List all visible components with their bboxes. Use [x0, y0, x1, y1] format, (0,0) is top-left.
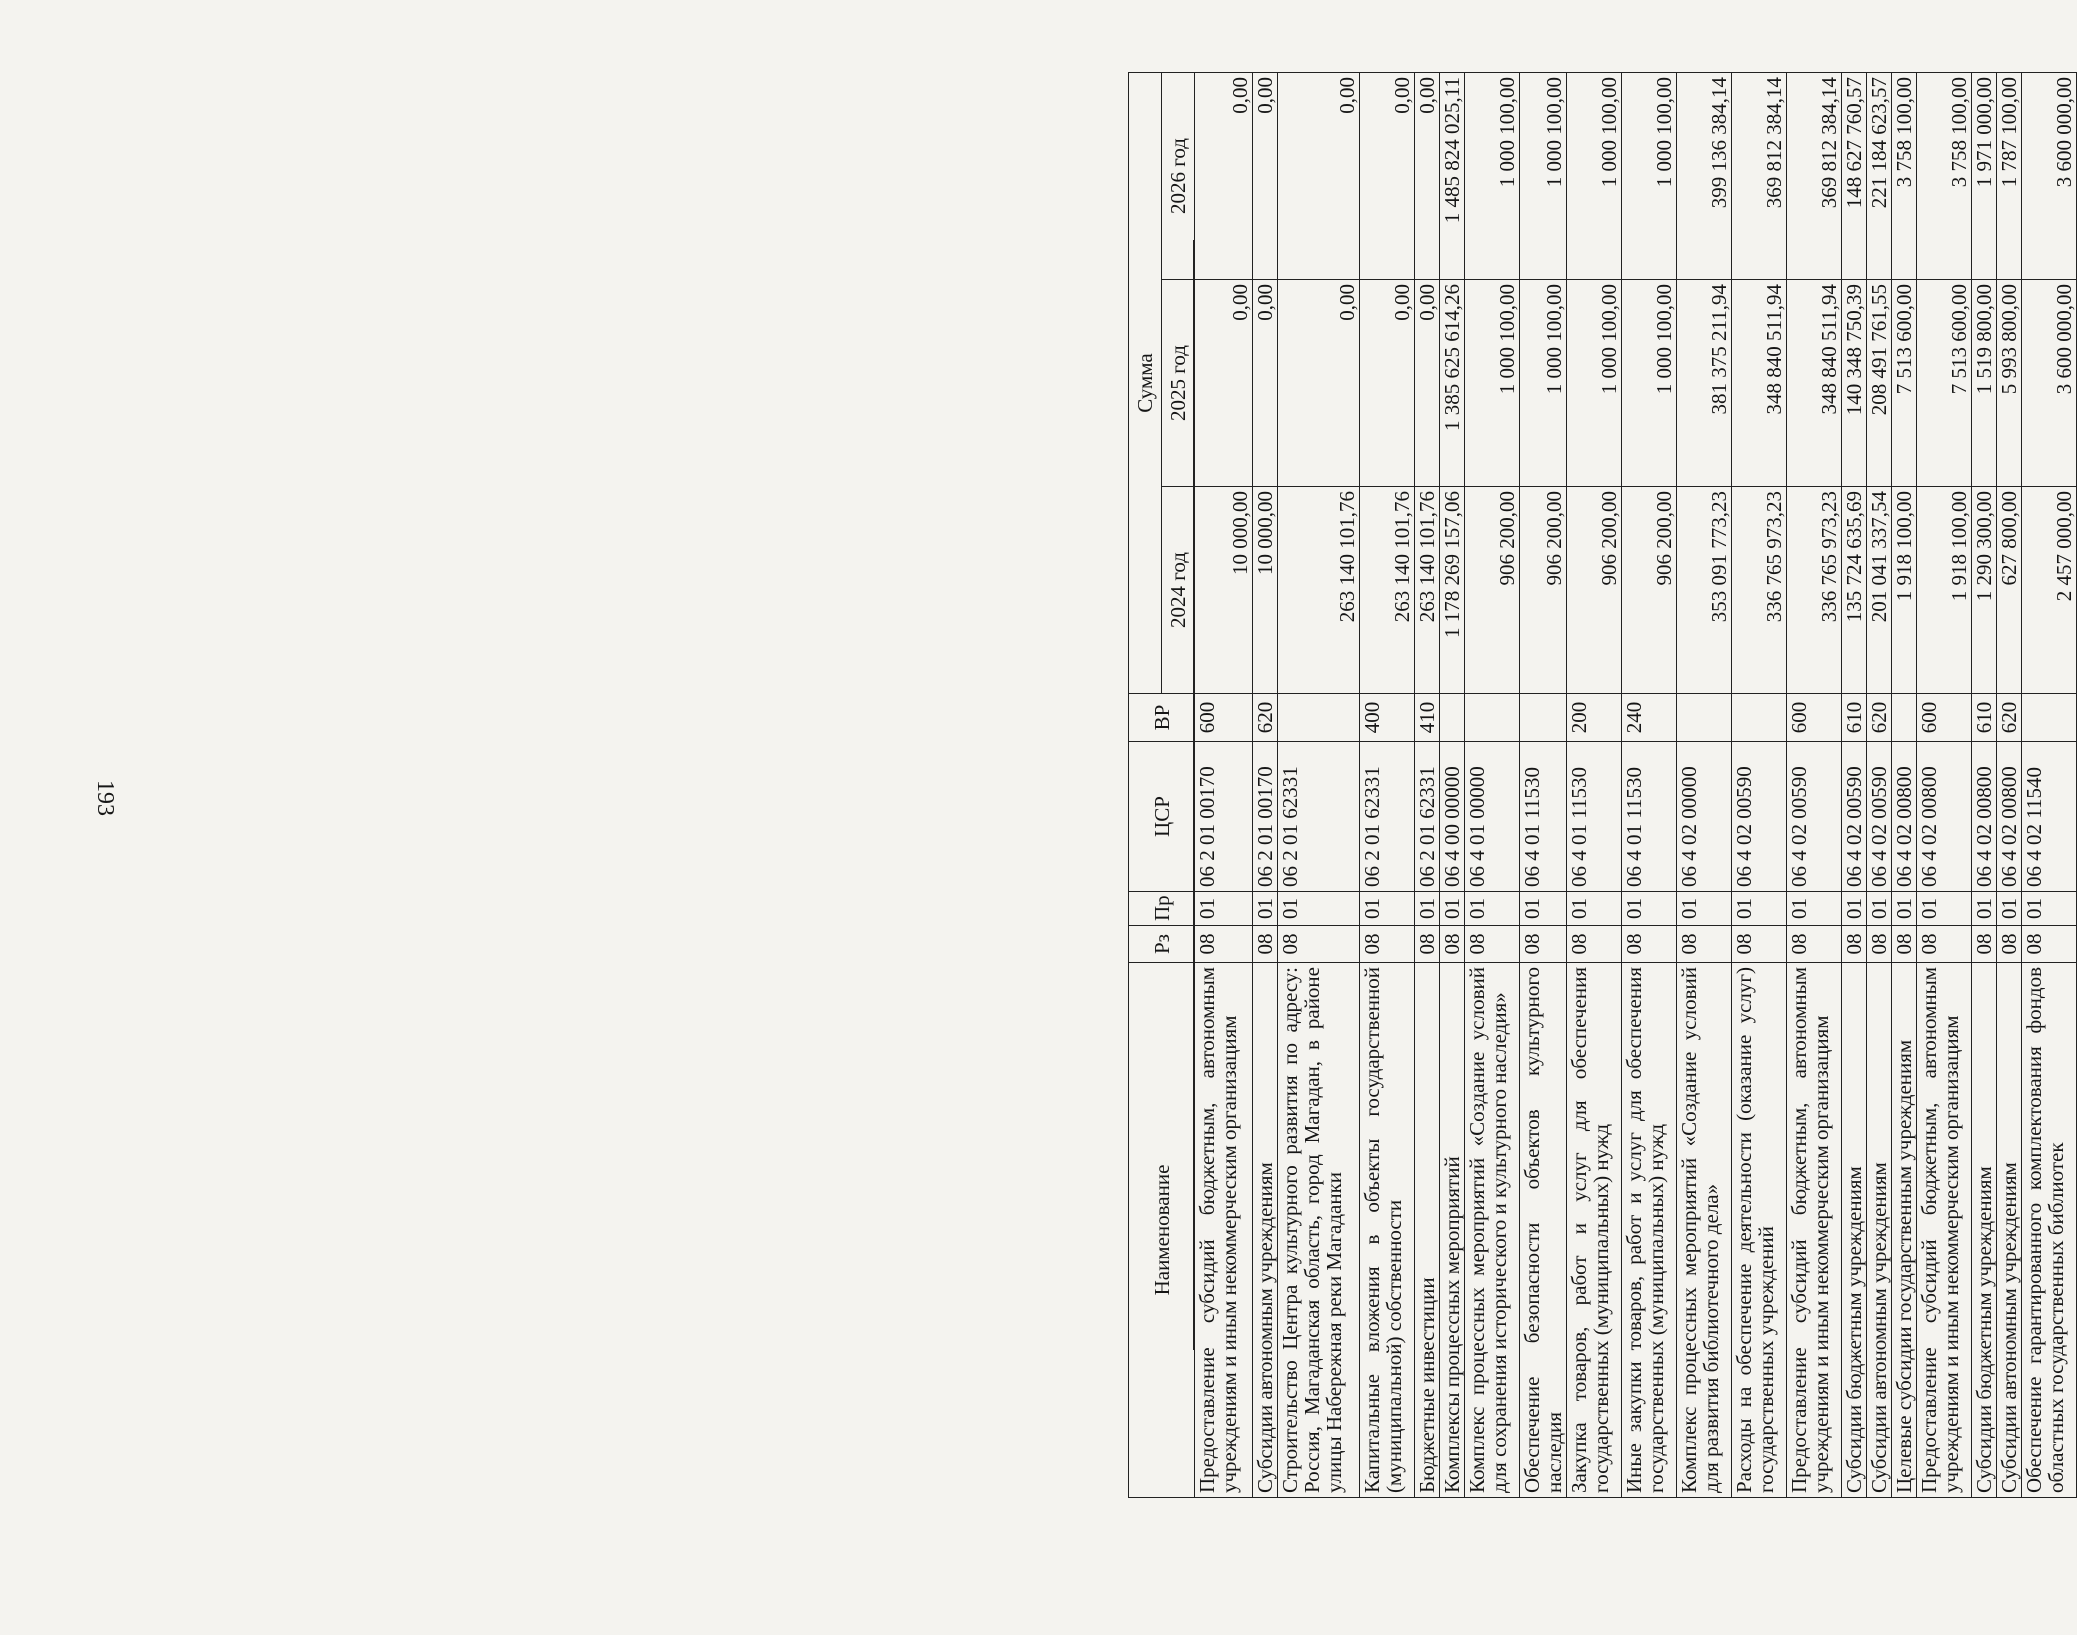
row-sum-2026: 148 627 760,57 [1842, 72, 1867, 279]
table-row [1253, 72, 1278, 1497]
row-csr: 06 4 02 00800 [1972, 742, 1997, 892]
row-vr [1440, 694, 1465, 742]
row-vr: 240 [1622, 694, 1677, 742]
header-vr: ВР [1129, 694, 1195, 742]
row-rz: 08 [1972, 926, 1997, 963]
row-csr: 06 4 02 00800 [1917, 742, 1972, 892]
row-name: Субсидии автономным учреждениям [1253, 963, 1278, 1498]
row-pr: 01 [1622, 892, 1677, 926]
row-rz: 08 [1677, 926, 1732, 963]
row-sum-2024: 201 041 337,54 [1867, 487, 1892, 694]
row-vr: 620 [1997, 694, 2022, 742]
row-sum-2025: 5 993 800,00 [1997, 280, 2022, 487]
row-vr: 400 [1360, 694, 1415, 742]
row-csr: 06 4 02 00590 [1732, 742, 1787, 892]
row-pr: 01 [1520, 892, 1567, 926]
header-name: Наименование [1129, 963, 1195, 1498]
header-year-2026: 2026 год [1162, 72, 1195, 279]
row-sum-2024: 135 724 635,69 [1842, 487, 1867, 694]
row-name: Комплекс процессных мероприятий «Создание условий для сохранения исторического и культурного наследия» [1465, 963, 1520, 1498]
row-rz: 08 [1253, 926, 1278, 963]
row-pr: 01 [1997, 892, 2022, 926]
row-sum-2026: 1 971 000,00 [1972, 72, 1997, 279]
row-name: Комплекс процессных мероприятий «Создание условий для развития библиотечного дела» [1677, 963, 1732, 1498]
table-row [1415, 72, 1440, 1497]
table-row [1465, 72, 1520, 1497]
row-name: Расходы на обеспечение деятельности (оказание услуг) государственных учреждений [1732, 963, 1787, 1498]
table-row [1787, 72, 1842, 1497]
row-csr: 06 4 01 00000 [1465, 742, 1520, 892]
row-sum-2026: 369 812 384,14 [1732, 72, 1787, 279]
row-rz: 08 [1867, 926, 1892, 963]
row-rz: 08 [1567, 926, 1622, 963]
row-name: Субсидии бюджетным учреждениям [1972, 963, 1997, 1498]
row-sum-2026: 1 000 100,00 [1465, 72, 1520, 279]
row-name: Обеспечение безопасности объектов культурного наследия [1520, 963, 1567, 1498]
row-sum-2024: 336 765 973,23 [1732, 487, 1787, 694]
row-csr: 06 2 01 62331 [1415, 742, 1440, 892]
row-csr: 06 2 01 00170 [1253, 742, 1278, 892]
row-sum-2026: 0,00 [1360, 72, 1415, 279]
row-sum-2026: 399 136 384,14 [1677, 72, 1732, 279]
row-pr: 01 [1360, 892, 1415, 926]
row-vr: 200 [1567, 694, 1622, 742]
row-sum-2025: 1 519 800,00 [1972, 280, 1997, 487]
row-vr [1892, 694, 1917, 742]
row-name: Субсидии бюджетным учреждениям [1842, 963, 1867, 1498]
row-csr: 06 4 02 11540 [2022, 742, 2077, 892]
row-sum-2024: 336 765 973,23 [1787, 487, 1842, 694]
row-csr: 06 4 01 11530 [1622, 742, 1677, 892]
row-sum-2024: 263 140 101,76 [1278, 487, 1360, 694]
row-rz: 08 [1842, 926, 1867, 963]
row-sum-2024: 263 140 101,76 [1360, 487, 1415, 694]
table-row [1972, 72, 1997, 1497]
table-body [1195, 72, 2077, 1497]
row-sum-2025: 7 513 600,00 [1917, 280, 1972, 487]
table-row [1278, 72, 1360, 1497]
table-row [1520, 72, 1567, 1497]
row-csr: 06 2 01 00170 [1195, 742, 1253, 892]
row-pr: 01 [1867, 892, 1892, 926]
row-pr: 01 [1440, 892, 1465, 926]
row-sum-2025: 0,00 [1253, 280, 1278, 487]
row-sum-2026: 1 485 824 025,11 [1440, 72, 1465, 279]
row-vr: 410 [1415, 694, 1440, 742]
row-name: Комплексы процессных мероприятий [1440, 963, 1465, 1498]
row-rz: 08 [1622, 926, 1677, 963]
row-sum-2025: 1 000 100,00 [1520, 280, 1567, 487]
row-sum-2024: 1 918 100,00 [1917, 487, 1972, 694]
row-sum-2026: 1 000 100,00 [1567, 72, 1622, 279]
row-pr: 01 [1917, 892, 1972, 926]
row-pr: 01 [1677, 892, 1732, 926]
row-csr: 06 4 01 11530 [1520, 742, 1567, 892]
row-name: Иные закупки товаров, работ и услуг для обеспечения государственных (муниципальных) нужд [1622, 963, 1677, 1498]
table-row [1360, 72, 1415, 1497]
row-sum-2026: 221 184 623,57 [1867, 72, 1892, 279]
row-csr: 06 4 02 00800 [1892, 742, 1917, 892]
row-sum-2024: 1 290 300,00 [1972, 487, 1997, 694]
row-name: Предоставление субсидий бюджетным, автономным учреждениям и иным некоммерческим организациям [1787, 963, 1842, 1498]
row-sum-2024: 1 178 269 157,06 [1440, 487, 1465, 694]
row-csr: 06 4 02 00800 [1997, 742, 2022, 892]
row-pr: 01 [1842, 892, 1867, 926]
row-sum-2025: 0,00 [1278, 280, 1360, 487]
row-sum-2026: 369 812 384,14 [1787, 72, 1842, 279]
row-sum-2025: 208 491 761,55 [1867, 280, 1892, 487]
row-sum-2024: 906 200,00 [1567, 487, 1622, 694]
row-vr [1732, 694, 1787, 742]
table-row [1732, 72, 1787, 1497]
table-row [1440, 72, 1465, 1497]
row-csr: 06 2 01 62331 [1278, 742, 1360, 892]
row-sum-2025: 0,00 [1415, 280, 1440, 487]
row-sum-2025: 1 000 100,00 [1622, 280, 1677, 487]
row-rz: 08 [1440, 926, 1465, 963]
row-sum-2025: 7 513 600,00 [1892, 280, 1917, 487]
row-sum-2025: 140 348 750,39 [1842, 280, 1867, 487]
table-row [1997, 72, 2022, 1497]
row-csr: 06 4 01 11530 [1567, 742, 1622, 892]
row-csr: 06 4 00 00000 [1440, 742, 1465, 892]
row-sum-2025: 348 840 511,94 [1787, 280, 1842, 487]
row-name: Субсидии автономным учреждениям [1867, 963, 1892, 1498]
row-pr: 01 [1195, 892, 1253, 926]
header-year-2025: 2025 год [1162, 280, 1195, 487]
table-row [1917, 72, 1972, 1497]
row-sum-2025: 1 000 100,00 [1465, 280, 1520, 487]
table-row [1892, 72, 1917, 1497]
row-name: Целевые субсидии государственным учреждениям [1892, 963, 1917, 1498]
row-name: Строительство Центра культурного развития по адресу: Россия, Магаданская область, город Магадан, в районе улицы Набережная реки Магаданки [1278, 963, 1360, 1498]
row-sum-2024: 10 000,00 [1195, 487, 1253, 694]
row-vr: 600 [1787, 694, 1842, 742]
row-sum-2024: 353 091 773,23 [1677, 487, 1732, 694]
row-vr [2022, 694, 2077, 742]
row-pr: 01 [2022, 892, 2077, 926]
row-rz: 08 [1360, 926, 1415, 963]
row-sum-2026: 0,00 [1195, 72, 1253, 279]
row-sum-2024: 1 918 100,00 [1892, 487, 1917, 694]
page-number: 193 [92, 780, 118, 816]
row-csr: 06 4 02 00590 [1867, 742, 1892, 892]
row-sum-2026: 0,00 [1253, 72, 1278, 279]
row-rz: 08 [1415, 926, 1440, 963]
row-csr: 06 2 01 62331 [1360, 742, 1415, 892]
row-rz: 08 [1195, 926, 1253, 963]
row-sum-2026: 1 000 100,00 [1520, 72, 1567, 279]
row-pr: 01 [1278, 892, 1360, 926]
table-row [1867, 72, 1892, 1497]
row-pr: 01 [1787, 892, 1842, 926]
row-vr [1677, 694, 1732, 742]
row-name: Бюджетные инвестиции [1415, 963, 1440, 1498]
row-pr: 01 [1892, 892, 1917, 926]
header-year-2024: 2024 год [1162, 487, 1195, 694]
row-sum-2026: 1 787 100,00 [1997, 72, 2022, 279]
row-sum-2026: 0,00 [1278, 72, 1360, 279]
table-row [1567, 72, 1622, 1497]
row-sum-2024: 10 000,00 [1253, 487, 1278, 694]
row-rz: 08 [1732, 926, 1787, 963]
row-vr [1278, 694, 1360, 742]
row-pr: 01 [1567, 892, 1622, 926]
row-vr [1520, 694, 1567, 742]
row-sum-2026: 3 600 000,00 [2022, 72, 2077, 279]
row-sum-2025: 1 385 625 614,26 [1440, 280, 1465, 487]
row-rz: 08 [1787, 926, 1842, 963]
row-sum-2025: 0,00 [1195, 280, 1253, 487]
row-vr [1465, 694, 1520, 742]
row-pr: 01 [1732, 892, 1787, 926]
row-name: Предоставление субсидий бюджетным, автономным учреждениям и иным некоммерческим организациям [1917, 963, 1972, 1498]
row-sum-2024: 906 200,00 [1520, 487, 1567, 694]
row-csr: 06 4 02 00590 [1842, 742, 1867, 892]
row-vr: 620 [1867, 694, 1892, 742]
header-pr: Пр [1129, 892, 1195, 926]
row-vr: 600 [1195, 694, 1253, 742]
row-pr: 01 [1972, 892, 1997, 926]
row-vr: 610 [1972, 694, 1997, 742]
row-sum-2026: 3 758 100,00 [1917, 72, 1972, 279]
header-sum: Сумма [1129, 72, 1162, 693]
row-vr: 600 [1917, 694, 1972, 742]
row-sum-2026: 3 758 100,00 [1892, 72, 1917, 279]
table-row [1677, 72, 1732, 1497]
row-pr: 01 [1415, 892, 1440, 926]
row-rz: 08 [1465, 926, 1520, 963]
row-sum-2026: 0,00 [1415, 72, 1440, 279]
row-pr: 01 [1253, 892, 1278, 926]
table-row [1195, 72, 1253, 1497]
row-sum-2025: 3 600 000,00 [2022, 280, 2077, 487]
row-sum-2024: 263 140 101,76 [1415, 487, 1440, 694]
row-rz: 08 [1278, 926, 1360, 963]
row-sum-2024: 627 800,00 [1997, 487, 2022, 694]
table-row [1842, 72, 1867, 1497]
row-pr: 01 [1465, 892, 1520, 926]
row-rz: 08 [1520, 926, 1567, 963]
row-sum-2025: 381 375 211,94 [1677, 280, 1732, 487]
row-rz: 08 [1997, 926, 2022, 963]
row-sum-2025: 0,00 [1360, 280, 1415, 487]
row-name: Обеспечение гарантированного комплектования фондов областных государственных библиотек [2022, 963, 2077, 1498]
row-sum-2024: 906 200,00 [1465, 487, 1520, 694]
row-rz: 08 [1917, 926, 1972, 963]
row-csr: 06 4 02 00590 [1787, 742, 1842, 892]
row-name: Субсидии автономным учреждениям [1997, 963, 2022, 1498]
row-name: Капитальные вложения в объекты государственной (муниципальной) собственности [1360, 963, 1415, 1498]
row-sum-2026: 1 000 100,00 [1622, 72, 1677, 279]
row-sum-2024: 906 200,00 [1622, 487, 1677, 694]
row-sum-2024: 2 457 000,00 [2022, 487, 2077, 694]
row-sum-2025: 1 000 100,00 [1567, 280, 1622, 487]
row-rz: 08 [2022, 926, 2077, 963]
row-csr: 06 4 02 00000 [1677, 742, 1732, 892]
header-rz: Рз [1129, 926, 1195, 963]
table-row [1622, 72, 1677, 1497]
row-vr: 610 [1842, 694, 1867, 742]
rotated-table-wrapper [1128, 73, 2076, 1498]
row-rz: 08 [1892, 926, 1917, 963]
row-name: Предоставление субсидий бюджетным, автономным учреждениям и иным некоммерческим организациям [1195, 963, 1253, 1498]
table-row [2022, 72, 2077, 1497]
budget-table [1128, 72, 2077, 1498]
row-vr: 620 [1253, 694, 1278, 742]
header-csr: ЦСР [1129, 742, 1195, 892]
row-sum-2025: 348 840 511,94 [1732, 280, 1787, 487]
row-name: Закупка товаров, работ и услуг для обеспечения государственных (муниципальных) нужд [1567, 963, 1622, 1498]
